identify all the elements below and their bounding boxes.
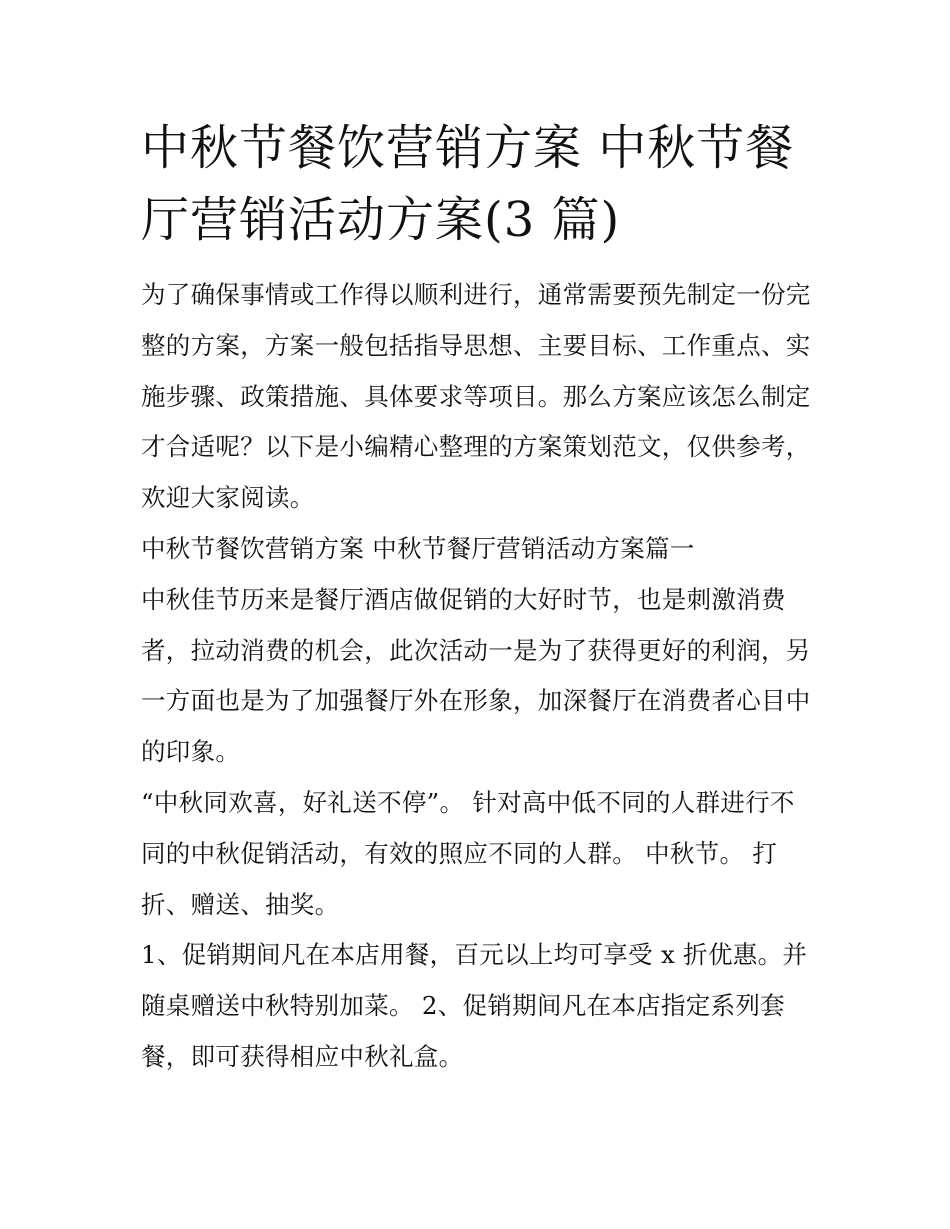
section-heading-text: 中秋节餐饮营销方案 中秋节餐厅营销活动方案篇一 [141, 533, 695, 563]
theme-line: 折、赠送、抽奖。 [141, 889, 340, 919]
intro-line: 整的方案，方案一般包括指导思想、主要目标、工作重点、实 [141, 330, 811, 360]
background-line: 中秋佳节历来是餐厅酒店做促销的大好时节，也是刺激消费 [141, 584, 786, 614]
background-paragraph [141, 575, 821, 778]
background-line: 者，拉动消费的机会，此次活动一是为了获得更好的利润，另 [141, 635, 811, 665]
promotion-line: 随桌赠送中秋特别加菜。 2、促销期间凡在本店指定系列套 [141, 991, 785, 1021]
theme-line: “中秋同欢喜，好礼送不停”。 针对高中低不同的人群进行不 [141, 787, 795, 817]
document-page [141, 112, 821, 1083]
title-line-2: 厅营销活动方案(3 篇) [141, 192, 621, 248]
promotion-paragraph [141, 930, 821, 1082]
intro-line: 欢迎大家阅读。 [141, 483, 315, 513]
promotion-line: 餐，即可获得相应中秋礼盒。 [141, 1041, 464, 1071]
section-heading [141, 524, 821, 575]
background-line: 一方面也是为了加强餐厅外在形象，加深餐厅在消费者心目中 [141, 686, 811, 716]
theme-paragraph [141, 778, 821, 930]
intro-paragraph [141, 270, 821, 524]
intro-line: 施步骤、政策措施、具体要求等项目。那么方案应该怎么制定 [141, 381, 811, 411]
promotion-line: 1、促销期间凡在本店用餐，百元以上均可享受 x 折优惠。并 [141, 940, 808, 970]
background-line: 的印象。 [141, 737, 241, 767]
title-line-1: 中秋节餐饮营销方案 中秋节餐 [141, 120, 795, 176]
document-title [141, 112, 821, 256]
theme-line: 同的中秋促销活动，有效的照应不同的人群。 中秋节。 打 [141, 838, 778, 868]
intro-line: 才合适呢？以下是小编精心整理的方案策划范文，仅供参考， [141, 432, 811, 462]
intro-line: 为了确保事情或工作得以顺利进行，通常需要预先制定一份完 [141, 280, 811, 309]
